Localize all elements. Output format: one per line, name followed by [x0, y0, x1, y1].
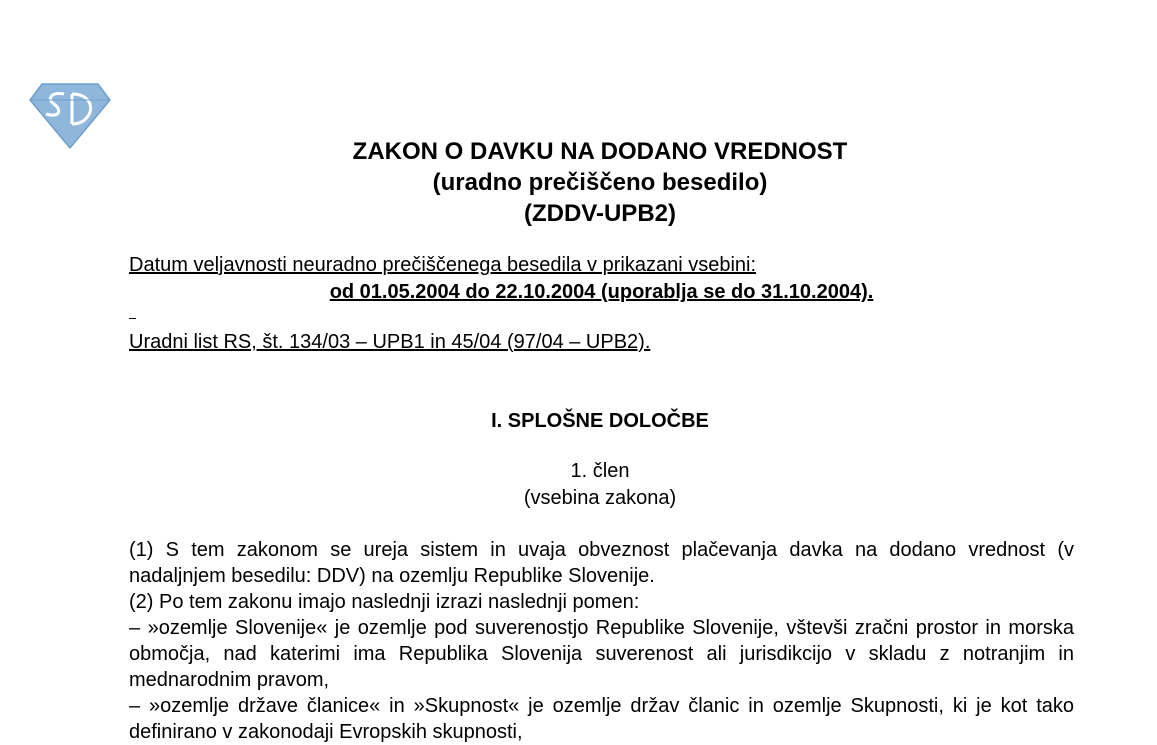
validity-block — [129, 252, 1074, 306]
validity-label: Datum veljavnosti neuradno prečiščenega besedila v prikazani vsebini: — [129, 254, 757, 276]
article-heading — [0, 458, 1157, 512]
title-line-1: ZAKON O DAVKU NA DODANO VREDNOST — [352, 138, 848, 165]
paragraph: (2) Po tem zakonu imajo naslednji izrazi naslednji pomen: — [129, 591, 640, 613]
paragraph: – »ozemlje države članice« in »Skupnost« je ozemlje držav članic in ozemlje Skupnosti, ki je kot tako definirano v zakonodaji Evropskih skupnosti, — [129, 695, 1074, 743]
validity-dates: od 01.05.2004 do 22.10.2004 (uporablja se do 31.10.2004). — [329, 281, 874, 303]
article-number: 1. člen — [570, 460, 630, 482]
article-body — [129, 537, 1074, 745]
separator-mark — [129, 318, 136, 319]
title-line-3: (ZDDV-UPB2) — [523, 200, 676, 227]
paragraph: (1) S tem zakonom se ureja sistem in uvaja obveznost plačevanja davka na dodano vrednost (v nadaljnjem besedilu: DDV) na ozemlju Republike Slovenije. — [129, 539, 1074, 587]
paragraph: – »ozemlje Slovenije« je ozemlje pod suverenostjo Republike Slovenije, vštevši zračni prostor in morska območja, nad katerimi ima Republika Slovenija suverenost ali jurisdikcijo v skladu z notranjim in mednarodnim pravom, — [129, 617, 1074, 691]
document-title — [0, 136, 1157, 229]
gazette-reference: Uradni list RS, št. 134/03 – UPB1 in 45/04 (97/04 – UPB2). — [129, 331, 651, 353]
section-heading: I. SPLOŠNE DOLOČBE — [491, 410, 709, 432]
article-subtitle: (vsebina zakona) — [523, 487, 677, 509]
title-line-2: (uradno prečiščeno besedilo) — [432, 169, 768, 196]
